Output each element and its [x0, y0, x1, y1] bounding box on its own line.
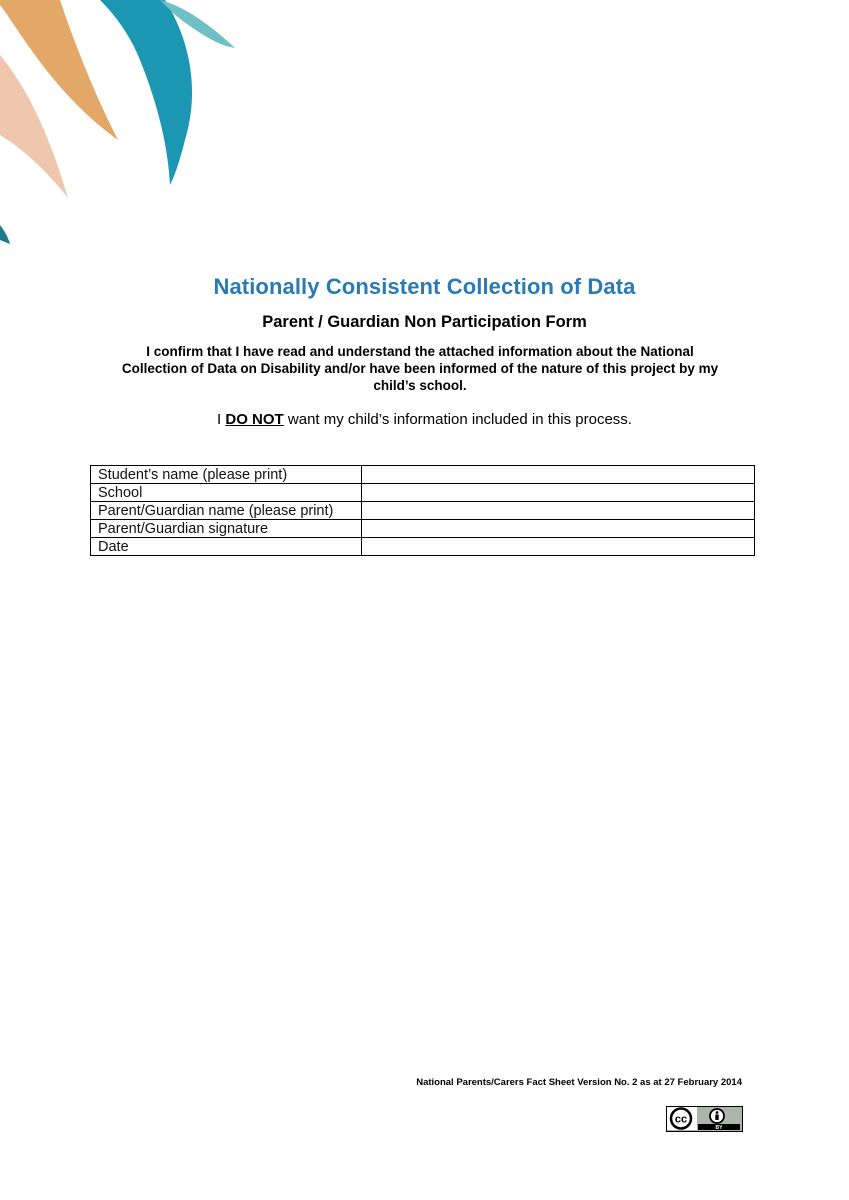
statement-suffix: want my child’s information included in this process.	[283, 411, 632, 428]
date-field[interactable]	[362, 538, 755, 556]
form-subtitle: Parent / Guardian Non Participation Form	[262, 313, 587, 331]
student-name-label: Student’s name (please print)	[91, 466, 362, 484]
table-row	[91, 520, 755, 538]
guardian-signature-label: Parent/Guardian signature	[91, 520, 362, 538]
creative-commons-by-icon	[666, 1106, 743, 1132]
version-note: National Parents/Carers Fact Sheet Version No. 2 as at 27 February 2014	[416, 1077, 742, 1088]
student-name-field[interactable]	[362, 466, 755, 484]
confirmation-text	[100, 343, 740, 394]
table-row	[91, 502, 755, 520]
guardian-name-label: Parent/Guardian name (please print)	[91, 502, 362, 520]
date-label: Date	[91, 538, 362, 556]
opt-out-statement	[0, 411, 849, 428]
participation-form-table	[90, 465, 755, 556]
confirmation-line-1: I confirm that I have read and understand the attached information about the National	[146, 344, 694, 359]
table-row	[91, 538, 755, 556]
statement-prefix: I	[217, 411, 226, 428]
corner-leaf-decoration	[0, 0, 260, 260]
cc-badge-graphic	[667, 1107, 741, 1130]
school-label: School	[91, 484, 362, 502]
page-title: Nationally Consistent Collection of Data	[213, 274, 636, 299]
confirmation-line-2: Collection of Data on Disability and/or have been informed of the nature of this project by my	[121, 361, 719, 376]
school-field[interactable]	[362, 484, 755, 502]
guardian-name-field[interactable]	[362, 502, 755, 520]
by-text: BY	[715, 1125, 723, 1130]
table-row	[91, 484, 755, 502]
guardian-signature-field[interactable]	[362, 520, 755, 538]
statement-emphasis: DO NOT	[225, 411, 284, 428]
confirmation-line-3: child’s school.	[373, 378, 467, 393]
table-row	[91, 466, 755, 484]
cc-text: cc	[674, 1113, 688, 1126]
